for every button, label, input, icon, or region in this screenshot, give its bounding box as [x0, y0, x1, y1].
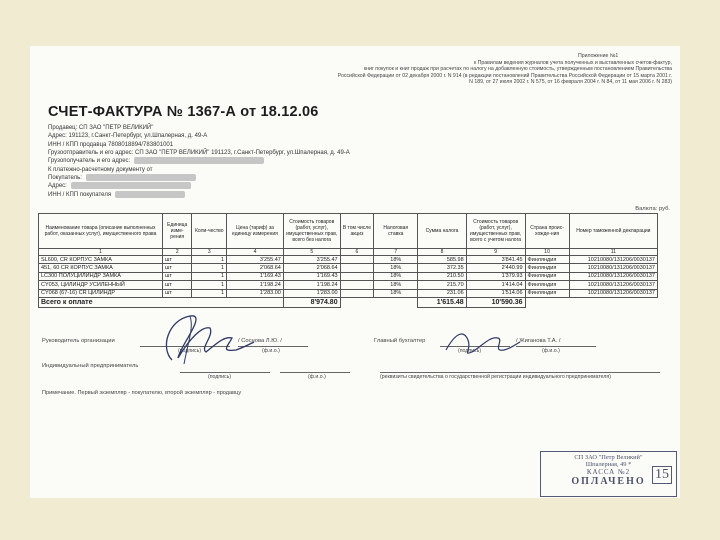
redacted-field: [71, 182, 191, 189]
entrepreneur-label: Индивидуальный предприниматель: [42, 363, 139, 369]
table-row: SL600, CR КОРПУС ЗАМКА шт 1 3'255.47 3'255.47 18% 585.98 3'841.45 Финляндия 10210080/131206/0030137: [39, 256, 658, 264]
total-row: [39, 297, 658, 307]
column-header: Страна проис-хожде-ния: [525, 214, 569, 249]
consignee-line: Грузополучатель и его адрес:: [48, 157, 350, 165]
payment-doc-line: К платежно-расчетному документу от: [48, 166, 153, 173]
column-header: В том числе акциз: [340, 214, 374, 249]
accountant-name: / Жиганова Т.А. /: [516, 338, 561, 344]
payment-stamp: СП ЗАО "Петр Великий" Шпалерная, 49 * КАССА №2 ОПЛАЧЕНО 15: [540, 451, 677, 497]
table-row: LC300 ПОЛУЦИЛИНДР ЗАМКА шт 1 1'169.43 1'169.43 18% 210.50 1'379.93 Финляндия 10210080/131206/0030137: [39, 272, 658, 280]
total-label: Всего к оплате: [39, 297, 284, 307]
column-header: Стоимость товаров (работ, услуг), имущественных прав, всего без налога: [283, 214, 340, 249]
total-sum: 10'590.36: [466, 297, 525, 307]
table-row: 451, 60 CR КОРПУС ЗАМКА шт 1 2'068.64 2'068.64 18% 372.35 2'440.99 Финляндия 10210080/131206/0030137: [39, 264, 658, 272]
column-header: Номер таможенной декларации: [569, 214, 657, 249]
entrepreneur-sign-caption: (подпись): [208, 374, 232, 380]
director-signature: [150, 308, 260, 370]
seller-inn-line: ИНН / КПП продавца 7808018894/783801001: [48, 141, 174, 148]
redacted-field: [115, 191, 185, 198]
director-sign-caption: (подпись): [178, 348, 202, 354]
invoice-title: СЧЕТ-ФАКТУРА № 1367-А от 18.12.06: [48, 104, 319, 120]
invoice-paper: [30, 46, 680, 498]
director-label: Руководитель организации: [42, 338, 115, 344]
invoice-header: [48, 124, 350, 199]
invoice-table: [38, 213, 658, 308]
director-name: / Соснова Л.Ю. /: [238, 338, 282, 344]
regulation-text: к Правилам ведения журналов учета полученных и выставленных счетов-фактур, книг покупок и книг продаж при расчетах по налогу на добавленную стоимость, утвержденным постановлением Правительства Российской Федерации от 02 декабря 2000 г. N 914 (в редакции постановлений Правительства Российской Федерации от 15 марта 2001 г. N 189, от 27 июля 2002 г. N 575, от 16 февраля 2004 г. N 84, от 11 мая 2006 г. N 283): [337, 60, 672, 86]
buyer-inn-line: ИНН / КПП покупателя: [48, 191, 350, 199]
seller-line: Продавец: СП ЗАО "ПЕТР ВЕЛИКИЙ": [48, 125, 154, 131]
director-fio-caption: (ф.и.о.): [262, 348, 280, 354]
accountant-sign-caption: (подпись): [458, 348, 482, 354]
accountant-signature: [442, 322, 522, 362]
table-row: CY068 (67-16) CR ЦИЛИНДР шт 1 1'283.00 1'283.00 18% 231.06 1'514.06 Финляндия 10210080/131206/0030137: [39, 289, 658, 297]
shipper-line: Грузоотправитель и его адрес: СП ЗАО "ПЕТР ВЕЛИКИЙ" 191123, г.Санкт-Петербург, ул.Шпалерная, д. 49-А: [48, 149, 350, 156]
column-header: Наименование товара (описание выполненных работ, оказанных услуг), имущественного права: [39, 214, 163, 249]
column-header: Цена (тариф) за единицу измерения: [227, 214, 284, 249]
column-header: Налоговая ставка: [374, 214, 418, 249]
redacted-field: [86, 174, 196, 181]
table-row: CY053, ЦИЛИНДР УСИЛЕННЫЙ шт 1 1'198.24 1'198.24 18% 215.70 1'414.04 Финляндия 10210080/131206/0030137: [39, 281, 658, 289]
total-tax: 1'615.48: [418, 297, 466, 307]
entrepreneur-fio-caption: (ф.и.о.): [308, 374, 326, 380]
column-header: Единица изме-рения: [163, 214, 192, 249]
column-header: Коли-чество: [192, 214, 227, 249]
seller-address-line: Адрес: 191123, г.Санкт-Петербург, ул.Шпалерная, д. 49-А: [48, 133, 208, 140]
certificate-caption: (реквизиты свидетельства о государственной регистрации индивидуального предпринимателя): [380, 374, 611, 380]
redacted-field: [134, 157, 264, 164]
column-number-row: 1 2 3 4 5 6 7 8 9 10 11: [39, 249, 658, 256]
buyer-address-line: Адрес:: [48, 182, 350, 190]
buyer-line: Покупатель:: [48, 174, 350, 182]
table-header-row: [39, 214, 658, 249]
column-header: Сумма налога: [418, 214, 466, 249]
column-header: Стоимость товаров (работ, услуг), имущественных прав, всего с учетом налога: [466, 214, 525, 249]
currency-label: Валюта: руб.: [635, 206, 670, 212]
accountant-label: Главный бухгалтер: [374, 338, 426, 344]
total-amount: 8'974.80: [283, 297, 340, 307]
accountant-fio-caption: (ф.и.о.): [542, 348, 560, 354]
footnote: Примечание. Первый экземпляр - покупателю, второй экземпляр - продавцу: [42, 390, 242, 396]
form-note: Приложение №1: [578, 53, 619, 59]
